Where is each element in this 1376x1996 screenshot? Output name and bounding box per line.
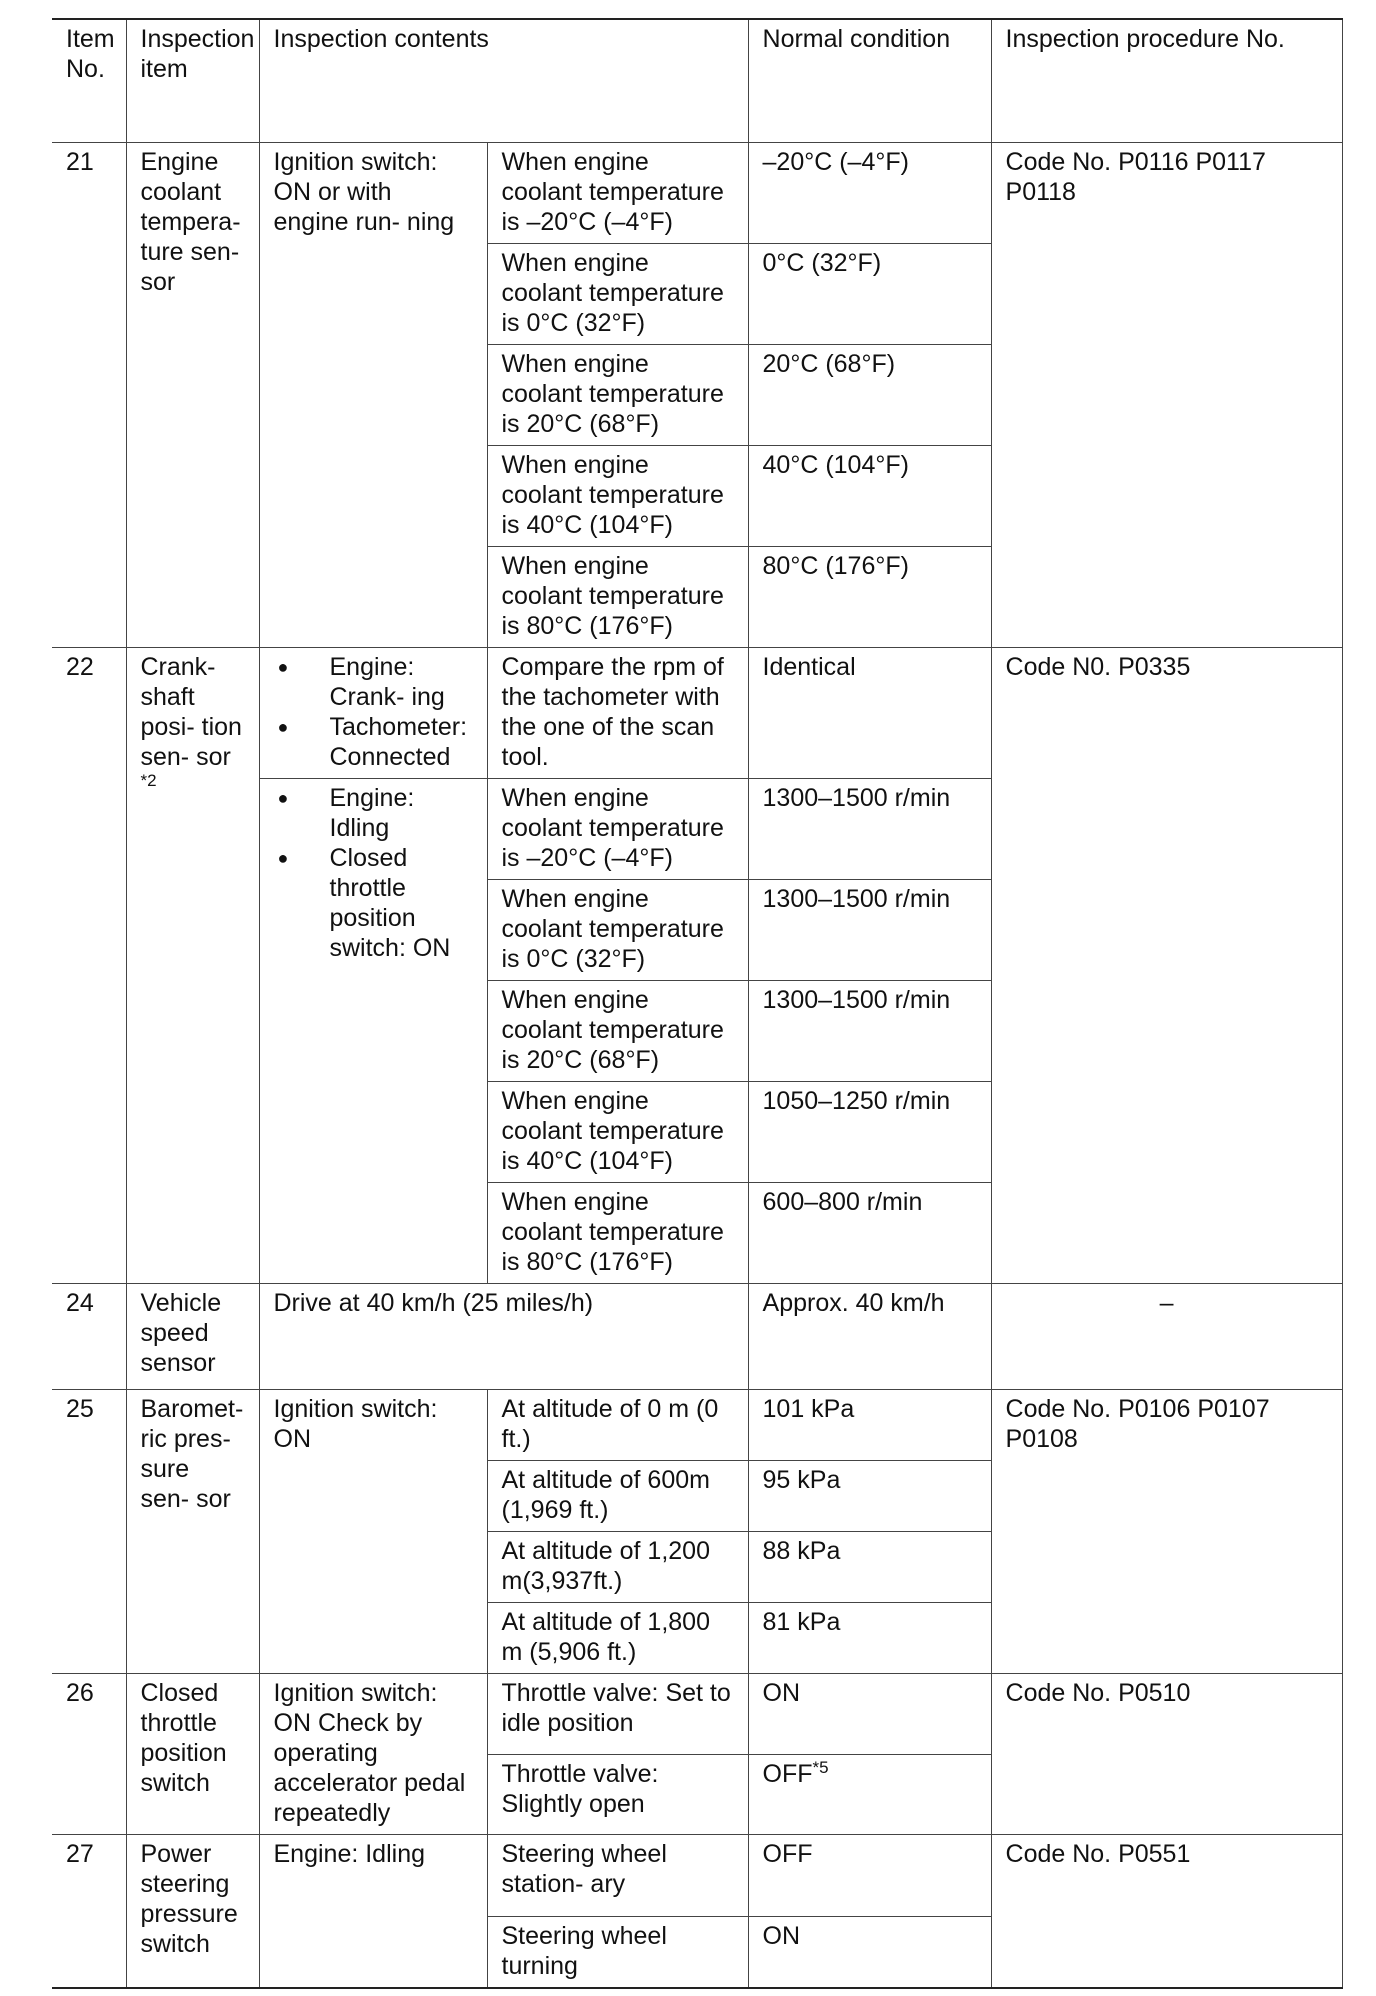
normal-condition-cell: 101 kPa — [748, 1390, 991, 1461]
normal-condition-cell: 20°C (68°F) — [748, 345, 991, 446]
inspection-item: Vehicle speed sensor — [126, 1284, 259, 1390]
item-no: 24 — [52, 1284, 126, 1390]
item-no: 21 — [52, 143, 126, 648]
condition-cell: When engine coolant temperature is 40°C (104°F) — [487, 446, 748, 547]
normal-condition-cell: 0°C (32°F) — [748, 244, 991, 345]
condition-cell: When engine coolant temperature is 80°C (176°F) — [487, 1183, 748, 1284]
table-row — [52, 1284, 1342, 1390]
normal-condition-cell: 95 kPa — [748, 1461, 991, 1532]
normal-condition-cell: 1050–1250 r/min — [748, 1082, 991, 1183]
inspection-item: Closed throttle position switch — [126, 1674, 259, 1835]
normal-condition-cell: 1300–1500 r/min — [748, 981, 991, 1082]
normal-condition-cell: Approx. 40 km/h — [748, 1284, 991, 1390]
inspection-contents — [259, 648, 487, 779]
normal-condition-cell: 88 kPa — [748, 1532, 991, 1603]
header-inspection-item: Inspection item — [126, 19, 259, 143]
inspection-contents — [259, 779, 487, 1284]
footnote-mark: *2 — [140, 771, 157, 790]
list-item: ● Engine: Idling — [274, 783, 473, 843]
normal-condition-cell — [748, 1754, 991, 1835]
condition-cell: At altitude of 600m (1,969 ft.) — [487, 1461, 748, 1532]
inspection-sheet — [52, 18, 1342, 1989]
condition-cell: Steering wheel turning — [487, 1917, 748, 1989]
normal-condition-cell: 80°C (176°F) — [748, 547, 991, 648]
procedure-code: Code N0. P0335 — [991, 648, 1342, 1284]
inspection-contents: Engine: Idling — [259, 1835, 487, 1989]
normal-condition-cell: OFF — [748, 1835, 991, 1917]
item-no: 22 — [52, 648, 126, 1284]
item-no: 26 — [52, 1674, 126, 1835]
condition-cell: Steering wheel station- ary — [487, 1835, 748, 1917]
normal-condition-cell: 1300–1500 r/min — [748, 779, 991, 880]
normal-condition-cell: 1300–1500 r/min — [748, 880, 991, 981]
table-row — [52, 1674, 1342, 1755]
normal-condition-cell: ON — [748, 1917, 991, 1989]
inspection-item: Baromet- ric pres- sure sen- sor — [126, 1390, 259, 1674]
condition-cell: Compare the rpm of the tachometer with the one of the scan tool. — [487, 648, 748, 779]
condition-cell: Throttle valve: Slightly open — [487, 1754, 748, 1835]
condition-cell: When engine coolant temperature is 0°C (32°F) — [487, 880, 748, 981]
header-normal-condition: Normal condition — [748, 19, 991, 143]
inspection-item — [126, 648, 259, 1284]
inspection-table — [52, 18, 1343, 1989]
condition-cell: When engine coolant temperature is 20°C (68°F) — [487, 345, 748, 446]
table-header-row — [52, 19, 1342, 143]
header-inspection-contents: Inspection contents — [259, 19, 748, 143]
condition-cell: When engine coolant temperature is –20°C (–4°F) — [487, 779, 748, 880]
footnote-mark: *5 — [812, 1757, 829, 1777]
table-row — [52, 143, 1342, 244]
condition-cell: When engine coolant temperature is 0°C (32°F) — [487, 244, 748, 345]
normal-condition-cell: 40°C (104°F) — [748, 446, 991, 547]
procedure-code: Code No. P0510 — [991, 1674, 1342, 1835]
procedure-code: Code No. P0106 P0107 P0108 — [991, 1390, 1342, 1674]
item-no: 25 — [52, 1390, 126, 1674]
inspection-contents: Ignition switch: ON or with engine run- ning — [259, 143, 487, 648]
header-item-no: Item No. — [52, 19, 126, 143]
procedure-code: Code No. P0116 P0117 P0118 — [991, 143, 1342, 648]
table-row — [52, 1835, 1342, 1917]
list-item: ● Engine: Crank- ing — [274, 652, 473, 712]
procedure-code: – — [991, 1284, 1342, 1390]
inspection-item-text: Crank- shaft posi- tion sen- sor — [140, 653, 242, 771]
normal-condition-cell: 600–800 r/min — [748, 1183, 991, 1284]
header-procedure-no: Inspection procedure No. — [991, 19, 1342, 143]
normal-condition-cell: ON — [748, 1674, 991, 1755]
condition-cell: When engine coolant temperature is 20°C (68°F) — [487, 981, 748, 1082]
inspection-item: Engine coolant tempera- ture sen- sor — [126, 143, 259, 648]
inspection-contents: Ignition switch: ON — [259, 1390, 487, 1674]
condition-cell: When engine coolant temperature is 40°C (104°F) — [487, 1082, 748, 1183]
table-row — [52, 1390, 1342, 1461]
condition-cell: At altitude of 1,800 m (5,906 ft.) — [487, 1603, 748, 1674]
normal-condition-cell: 81 kPa — [748, 1603, 991, 1674]
inspection-contents: Ignition switch: ON Check by operating accelerator pedal repeatedly — [259, 1674, 487, 1835]
table-row — [52, 648, 1342, 779]
procedure-code: Code No. P0551 — [991, 1835, 1342, 1989]
inspection-item: Power steering pressure switch — [126, 1835, 259, 1989]
condition-cell: At altitude of 0 m (0 ft.) — [487, 1390, 748, 1461]
condition-cell: When engine coolant temperature is –20°C (–4°F) — [487, 143, 748, 244]
normal-condition-cell: Identical — [748, 648, 991, 779]
list-item: ● Tachometer: Connected — [274, 712, 473, 772]
bullet-list — [274, 783, 473, 963]
inspection-contents: Drive at 40 km/h (25 miles/h) — [259, 1284, 748, 1390]
condition-cell: When engine coolant temperature is 80°C (176°F) — [487, 547, 748, 648]
condition-cell: At altitude of 1,200 m(3,937ft.) — [487, 1532, 748, 1603]
condition-cell: Throttle valve: Set to idle position — [487, 1674, 748, 1755]
item-no: 27 — [52, 1835, 126, 1989]
normal-value: OFF — [762, 1759, 813, 1788]
bullet-list — [274, 652, 473, 772]
normal-condition-cell: –20°C (–4°F) — [748, 143, 991, 244]
list-item: ● Closed throttle position switch: ON — [274, 843, 473, 963]
